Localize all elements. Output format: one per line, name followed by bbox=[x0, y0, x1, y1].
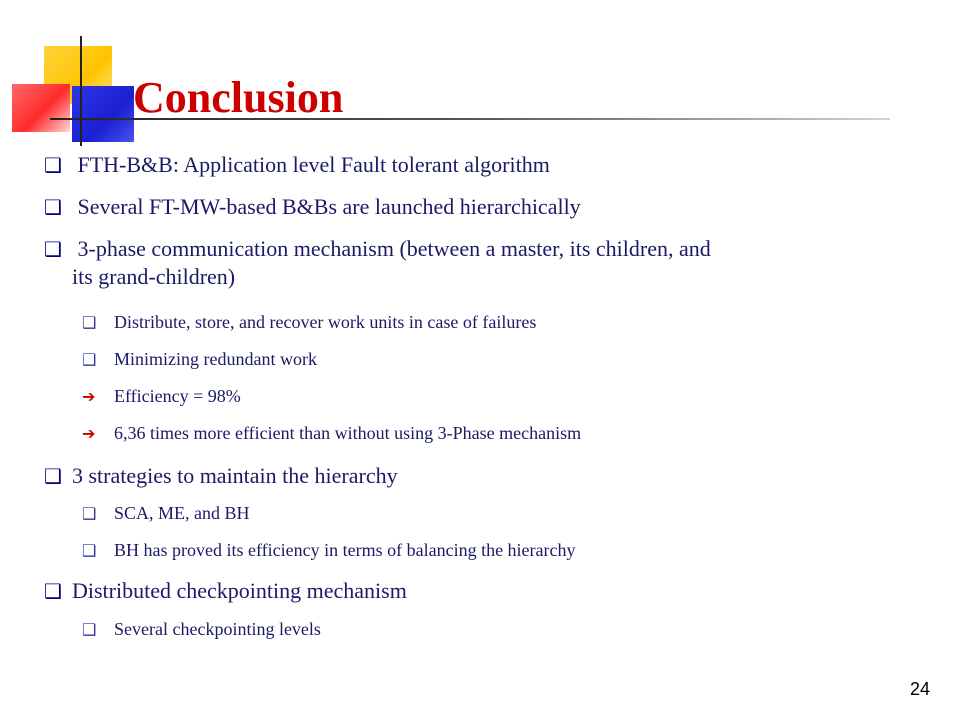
page-number: 24 bbox=[909, 679, 930, 699]
sub-bullet-item bbox=[82, 501, 250, 526]
bullet-text: 3-phase communication mechanism (between a master, its children, and bbox=[72, 236, 711, 261]
checkbox-bullet-icon: ❑ bbox=[44, 464, 62, 488]
bullet-text: Distributed checkpointing mechanism bbox=[72, 578, 407, 603]
bullet-text: FTH-B&B: Application level Fault tolerant algorithm bbox=[72, 152, 550, 177]
checkbox-bullet-icon: ❑ bbox=[82, 620, 97, 639]
bullet-item bbox=[44, 151, 550, 179]
decor-vertical-line bbox=[80, 36, 82, 146]
sub-bullet-text: BH has proved its efficiency in terms of balancing the hierarchy bbox=[114, 540, 576, 560]
sub-bullet-item bbox=[82, 421, 581, 446]
sub-bullet-item bbox=[82, 310, 536, 335]
sub-bullet-text: Several checkpointing levels bbox=[114, 619, 321, 639]
checkbox-bullet-icon: ❑ bbox=[82, 504, 97, 523]
sub-bullet-text: 6,36 times more efficient than without using 3-Phase mechanism bbox=[114, 423, 582, 443]
sub-bullet-text: Minimizing redundant work bbox=[114, 349, 317, 369]
checkbox-bullet-icon: ❑ bbox=[44, 579, 62, 603]
sub-bullet-item bbox=[82, 538, 576, 563]
bullet-item bbox=[44, 577, 407, 605]
bullet-item bbox=[44, 235, 904, 291]
bullet-text: Several FT-MW-based B&Bs are launched hierarchically bbox=[72, 194, 581, 219]
slide-title: Conclusion bbox=[133, 73, 344, 122]
sub-bullet-item bbox=[82, 347, 317, 372]
sub-bullet-item bbox=[82, 384, 241, 409]
checkbox-bullet-icon: ❑ bbox=[82, 541, 97, 560]
arrow-right-icon: ➔ bbox=[82, 387, 96, 406]
bullet-item bbox=[44, 462, 398, 490]
sub-bullet-text: Efficiency = 98% bbox=[114, 386, 241, 406]
sub-bullet-text: SCA, ME, and BH bbox=[114, 503, 250, 523]
checkbox-bullet-icon: ❑ bbox=[82, 313, 97, 332]
checkbox-bullet-icon: ❑ bbox=[44, 195, 62, 219]
checkbox-bullet-icon: ❑ bbox=[82, 350, 97, 369]
checkbox-bullet-icon: ❑ bbox=[44, 237, 62, 261]
arrow-right-icon: ➔ bbox=[82, 424, 96, 443]
decor-red-square bbox=[12, 84, 70, 132]
sub-bullet-text: Distribute, store, and recover work units in case of failures bbox=[114, 312, 537, 332]
sub-bullet-item bbox=[82, 617, 321, 642]
bullet-text-continued: its grand-children) bbox=[72, 264, 236, 289]
checkbox-bullet-icon: ❑ bbox=[44, 153, 62, 177]
bullet-item bbox=[44, 193, 581, 221]
bullet-text: 3 strategies to maintain the hierarchy bbox=[72, 463, 398, 488]
